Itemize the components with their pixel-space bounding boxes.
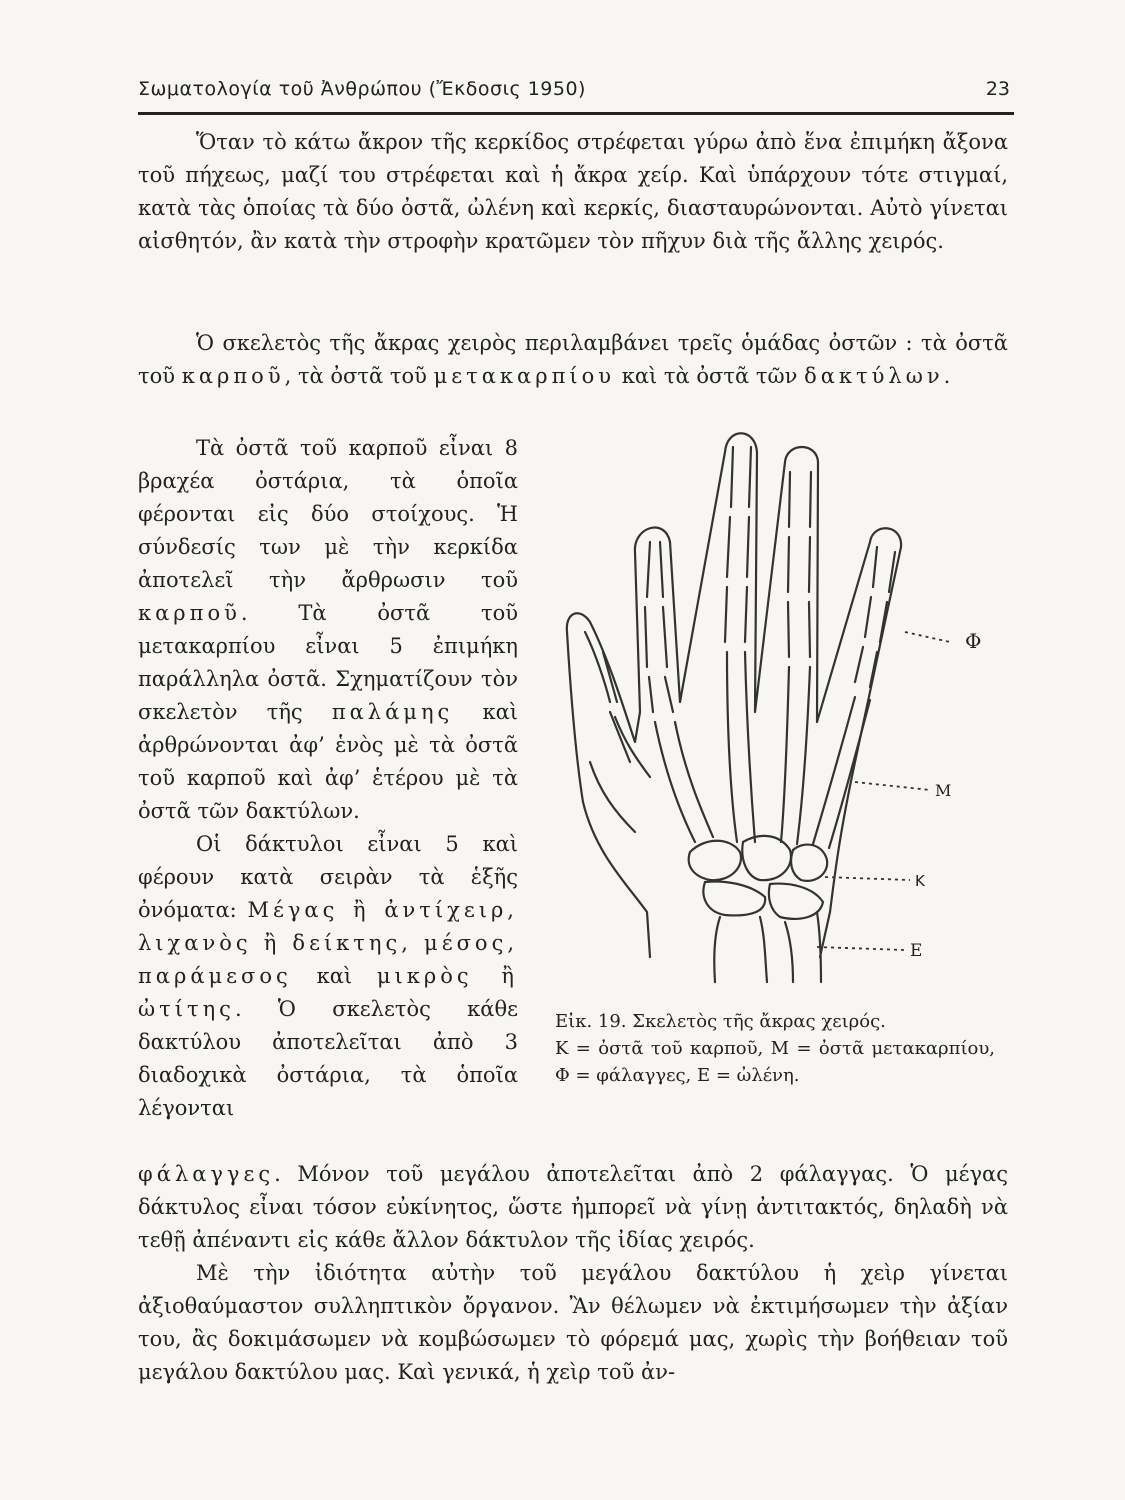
left-column bbox=[138, 432, 518, 1125]
text-segment: Ὁ σκελετὸς τῆς ἄκρας χειρὸς περιλαμβάνει τρεῖς ὁμάδας ὀστῶν : τὰ ὀστᾶ τοῦ bbox=[138, 331, 1008, 388]
term-metacarpus: μετακαρπίου bbox=[433, 364, 616, 388]
text-segment: . bbox=[943, 364, 951, 388]
term-palm: παλάμης bbox=[331, 700, 454, 724]
text-segment: , τὰ ὀστᾶ τοῦ bbox=[284, 364, 427, 388]
hand-skeleton-drawing bbox=[555, 412, 1015, 992]
text-segment: . Ὁ σκελετὸς κάθε δακτύλου ἀποτελεῖται ἀπὸ 3 διαδοχικὰ ὀστάρια, τὰ ὁποῖα λέγονται bbox=[138, 997, 518, 1120]
hand-skeleton-figure bbox=[555, 412, 1015, 992]
text-segment: . Τὰ ὀστᾶ τοῦ μετακαρπίου εἶναι 5 ἐπιμήκη παράλληλα ὀστᾶ. Σχηματίζουν τὸν σκελετὸν τῆς bbox=[138, 601, 518, 724]
paragraph-rotation: Ὅταν τὸ κάτω ἄκρον τῆς κερκίδος στρέφεται γύρω ἀπὸ ἕνα ἐπιμήκη ἄξονα τοῦ πήχεως, μαζί του στρέφεται καὶ ἡ ἄκρα χείρ. Καὶ ὑπάρχουν τότε στιγμαί, κατὰ τὰς ὁποίας τὰ δύο ὀστᾶ, ὠλένη καὶ κερκίς, διασταυρώνονται. Αὐτὸ γίνεται αἰσθητόν, ἂν κατὰ τὴν στροφὴν κρατῶμεν τὸν πῆχυν διὰ τῆς ἄλλης χειρός. bbox=[138, 130, 1008, 253]
label-phalanges: Φ bbox=[965, 629, 982, 653]
term-finger-names: Μέγας ἢ ἀντίχειρ, λιχανὸς ἢ δείκτης, μέσος, παράμεσος bbox=[138, 898, 518, 988]
text-segment: Τὰ ὀστᾶ τοῦ καρποῦ εἶναι 8 βραχέα ὀστάρια, τὰ ὁποῖα φέρονται εἰς δύο στοίχους. Ἡ σύνδεσίς των μὲ τὴν κερκίδα ἀποτελεῖ τὴν ἄρθρωσιν τοῦ bbox=[138, 436, 518, 592]
term-carpus: καρποῦ bbox=[181, 364, 285, 388]
paragraph-bone-groups bbox=[138, 327, 1008, 393]
term-carpus-joint: καρποῦ bbox=[138, 601, 241, 625]
page-number: 23 bbox=[985, 78, 1010, 100]
figure-caption bbox=[555, 1008, 995, 1089]
term-little-finger: μικρὸς ἢ ὠτίτης bbox=[138, 964, 518, 1021]
paragraph-thumb-function: Μὲ τὴν ἰδιότητα αὐτὴν τοῦ μεγάλου δακτύλου ἡ χεὶρ γίνεται ἀξιοθαύμαστον συλληπτικὸν ὄργανον. Ἂν θέλωμεν νὰ ἐκτιμήσωμεν τὴν ἀξίαν του, ἂς δοκιμάσωμεν νὰ κομβώσωμεν τὸ φόρεμά μας, χωρὶς τὴν βοήθειαν τοῦ μεγάλου δακτύλου μας. Καὶ γενικά, ἡ χεὶρ τοῦ ἀν- bbox=[138, 1261, 1008, 1384]
paragraph-carpal-bones bbox=[138, 432, 518, 828]
term-phalanges: φάλαγγες bbox=[138, 1162, 275, 1186]
text-segment: καὶ ἀρθρώνονται ἀφ’ ἑνὸς μὲ τὰ ὀστᾶ τοῦ καρποῦ καὶ ἀφ’ ἑτέρου μὲ τὰ ὀστᾶ τῶν δακτύλων. bbox=[138, 700, 518, 823]
text-segment: καὶ bbox=[316, 964, 353, 988]
label-metacarpus: Μ bbox=[935, 781, 952, 800]
label-carpus: Κ bbox=[915, 872, 925, 890]
label-ulna: Ε bbox=[910, 941, 923, 961]
text-segment: . Μόνον τοῦ μεγάλου ἀποτελεῖται ἀπὸ 2 φάλαγγας. Ὁ μέγας δάκτυλος εἶναι τόσον εὐκίνητος, ὥστε ἠμπορεῖ νὰ γίνῃ ἀντιτακτός, δηλαδὴ νὰ τεθῇ ἀπέναντι εἰς κάθε ἄλλον δάκτυλον τῆς ἰδίας χειρός. bbox=[138, 1162, 1008, 1252]
text-segment: καὶ τὰ ὀστᾶ τῶν bbox=[621, 364, 798, 388]
text-segment: Οἱ δάκτυλοι εἶναι 5 καὶ φέρουν κατὰ σειρὰν τὰ ἑξῆς ὀνόματα: bbox=[138, 832, 518, 922]
paragraph-fingers-continued bbox=[138, 1158, 1008, 1389]
running-title: Σωματολογία τοῦ Ἀνθρώπου (Ἔκδοσις 1950) bbox=[138, 78, 586, 100]
term-fingers: δακτύλων bbox=[804, 364, 944, 388]
caption-legend: Κ = ὀστᾶ τοῦ καρποῦ, Μ = ὀστᾶ μετακαρπίου, Φ = φάλαγγες, Ε = ὠλένη. bbox=[555, 1038, 995, 1086]
paragraph-fingers-start bbox=[138, 828, 518, 1125]
caption-title: Εἰκ. 19. Σκελετὸς τῆς ἄκρας χειρός. bbox=[555, 1011, 886, 1032]
hand-outline bbox=[567, 433, 901, 957]
running-header bbox=[138, 72, 1014, 115]
paragraph-phalanges bbox=[138, 1158, 1008, 1257]
